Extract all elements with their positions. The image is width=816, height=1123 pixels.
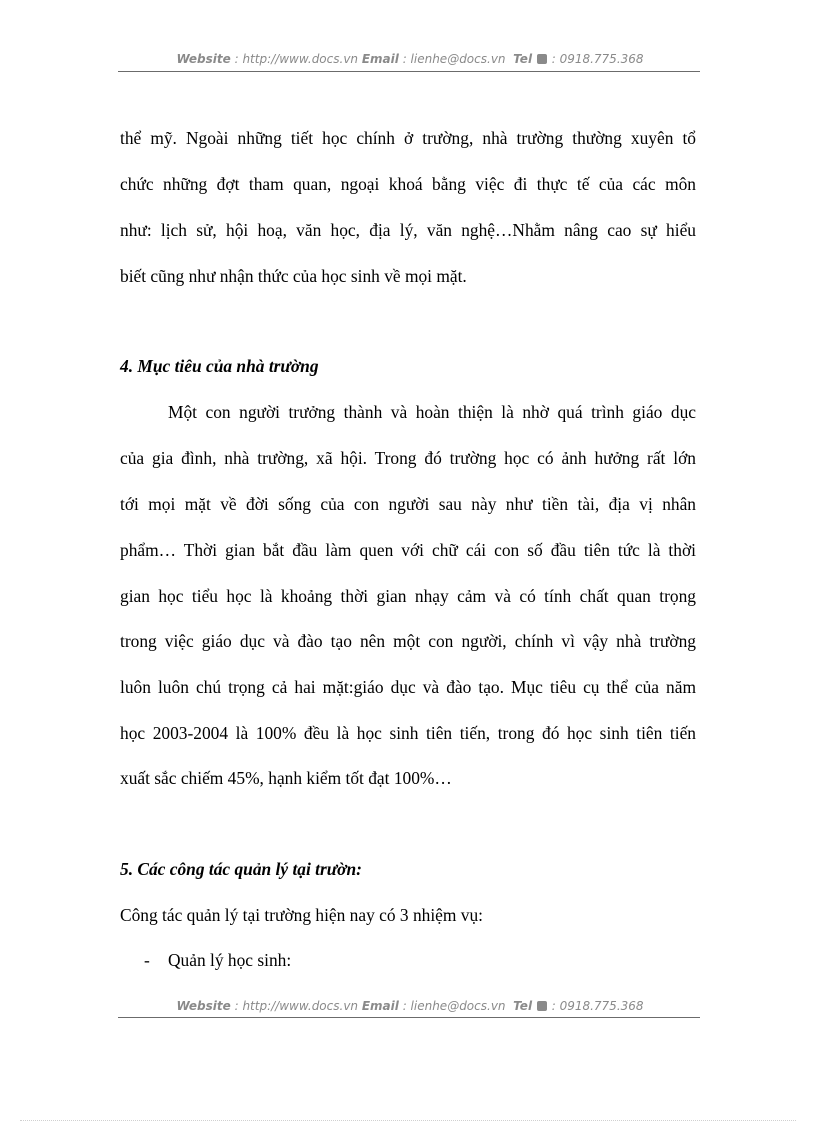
- footer-tel-label: Tel: [513, 999, 533, 1013]
- footer-tel-value: : 0918.775.368: [547, 999, 644, 1013]
- header-rule: [118, 71, 700, 72]
- footer-website-value: : http://www.docs.vn: [230, 999, 362, 1013]
- paragraph-line: thể mỹ. Ngoài những tiết học chính ở trường, nhà trường thường xuyên tổ: [120, 128, 696, 148]
- phone-icon: [537, 1001, 547, 1011]
- bullet-text: Quản lý học sinh:: [168, 950, 292, 970]
- page-footer: [120, 999, 700, 1013]
- header-tel-label: Tel: [513, 52, 533, 66]
- paragraph-line: học 2003-2004 là 100% đều là học sinh tiên tiến, trong đó học sinh tiên tiến: [120, 723, 696, 743]
- paragraph-line: Một con người trưởng thành và hoàn thiện là nhờ quá trình giáo dục: [168, 402, 696, 422]
- footer-website-label: Website: [176, 999, 231, 1013]
- paragraph-line: xuất sắc chiếm 45%, hạnh kiểm tốt đạt 100%…: [120, 768, 452, 788]
- paragraph-line: phẩm… Thời gian bắt đầu làm quen với chữ cái con số đầu tiên tức là thời: [120, 540, 696, 560]
- page-header: [120, 52, 700, 66]
- section-heading-4: 4. Mục tiêu của nhà trường: [120, 356, 319, 376]
- paragraph-line: như: lịch sử, hội hoạ, văn học, địa lý, văn nghệ…Nhằm nâng cao sự hiểu: [120, 220, 696, 240]
- page-bottom-border: [20, 1120, 796, 1121]
- header-tel-value: : 0918.775.368: [547, 52, 644, 66]
- paragraph-line: biết cũng như nhận thức của học sinh về mọi mặt.: [120, 266, 467, 286]
- header-email-label: Email: [361, 52, 399, 66]
- bullet-dash: -: [144, 950, 150, 970]
- section-heading-5: 5. Các công tác quản lý tại trườn:: [120, 859, 362, 879]
- paragraph-line: của gia đình, nhà trường, xã hội. Trong đó trường học có ảnh hưởng rất lớn: [120, 448, 696, 468]
- list-item: [120, 945, 696, 975]
- header-email-value: : lienhe@docs.vn: [398, 52, 510, 66]
- footer-rule: [118, 1017, 700, 1018]
- paragraph-line: tới mọi mặt về đời sống của con người sau này như tiền tài, địa vị nhân: [120, 494, 696, 514]
- phone-icon: [537, 54, 547, 64]
- paragraph-line: Công tác quản lý tại trường hiện nay có 3 nhiệm vụ:: [120, 905, 483, 925]
- footer-email-label: Email: [361, 999, 399, 1013]
- header-website-value: : http://www.docs.vn: [230, 52, 362, 66]
- footer-email-value: : lienhe@docs.vn: [398, 999, 510, 1013]
- paragraph-line: luôn luôn chú trọng cả hai mặt:giáo dục và đào tạo. Mục tiêu cụ thể của năm: [120, 677, 696, 697]
- paragraph-line: trong việc giáo dục và đào tạo nên một con người, chính vì vậy nhà trường: [120, 631, 696, 651]
- paragraph-line: chức những đợt tham quan, ngoại khoá bằng việc đi thực tế của các môn: [120, 174, 696, 194]
- header-website-label: Website: [176, 52, 231, 66]
- paragraph-line: gian học tiểu học là khoảng thời gian nhạy cảm và có tính chất quan trọng: [120, 586, 696, 606]
